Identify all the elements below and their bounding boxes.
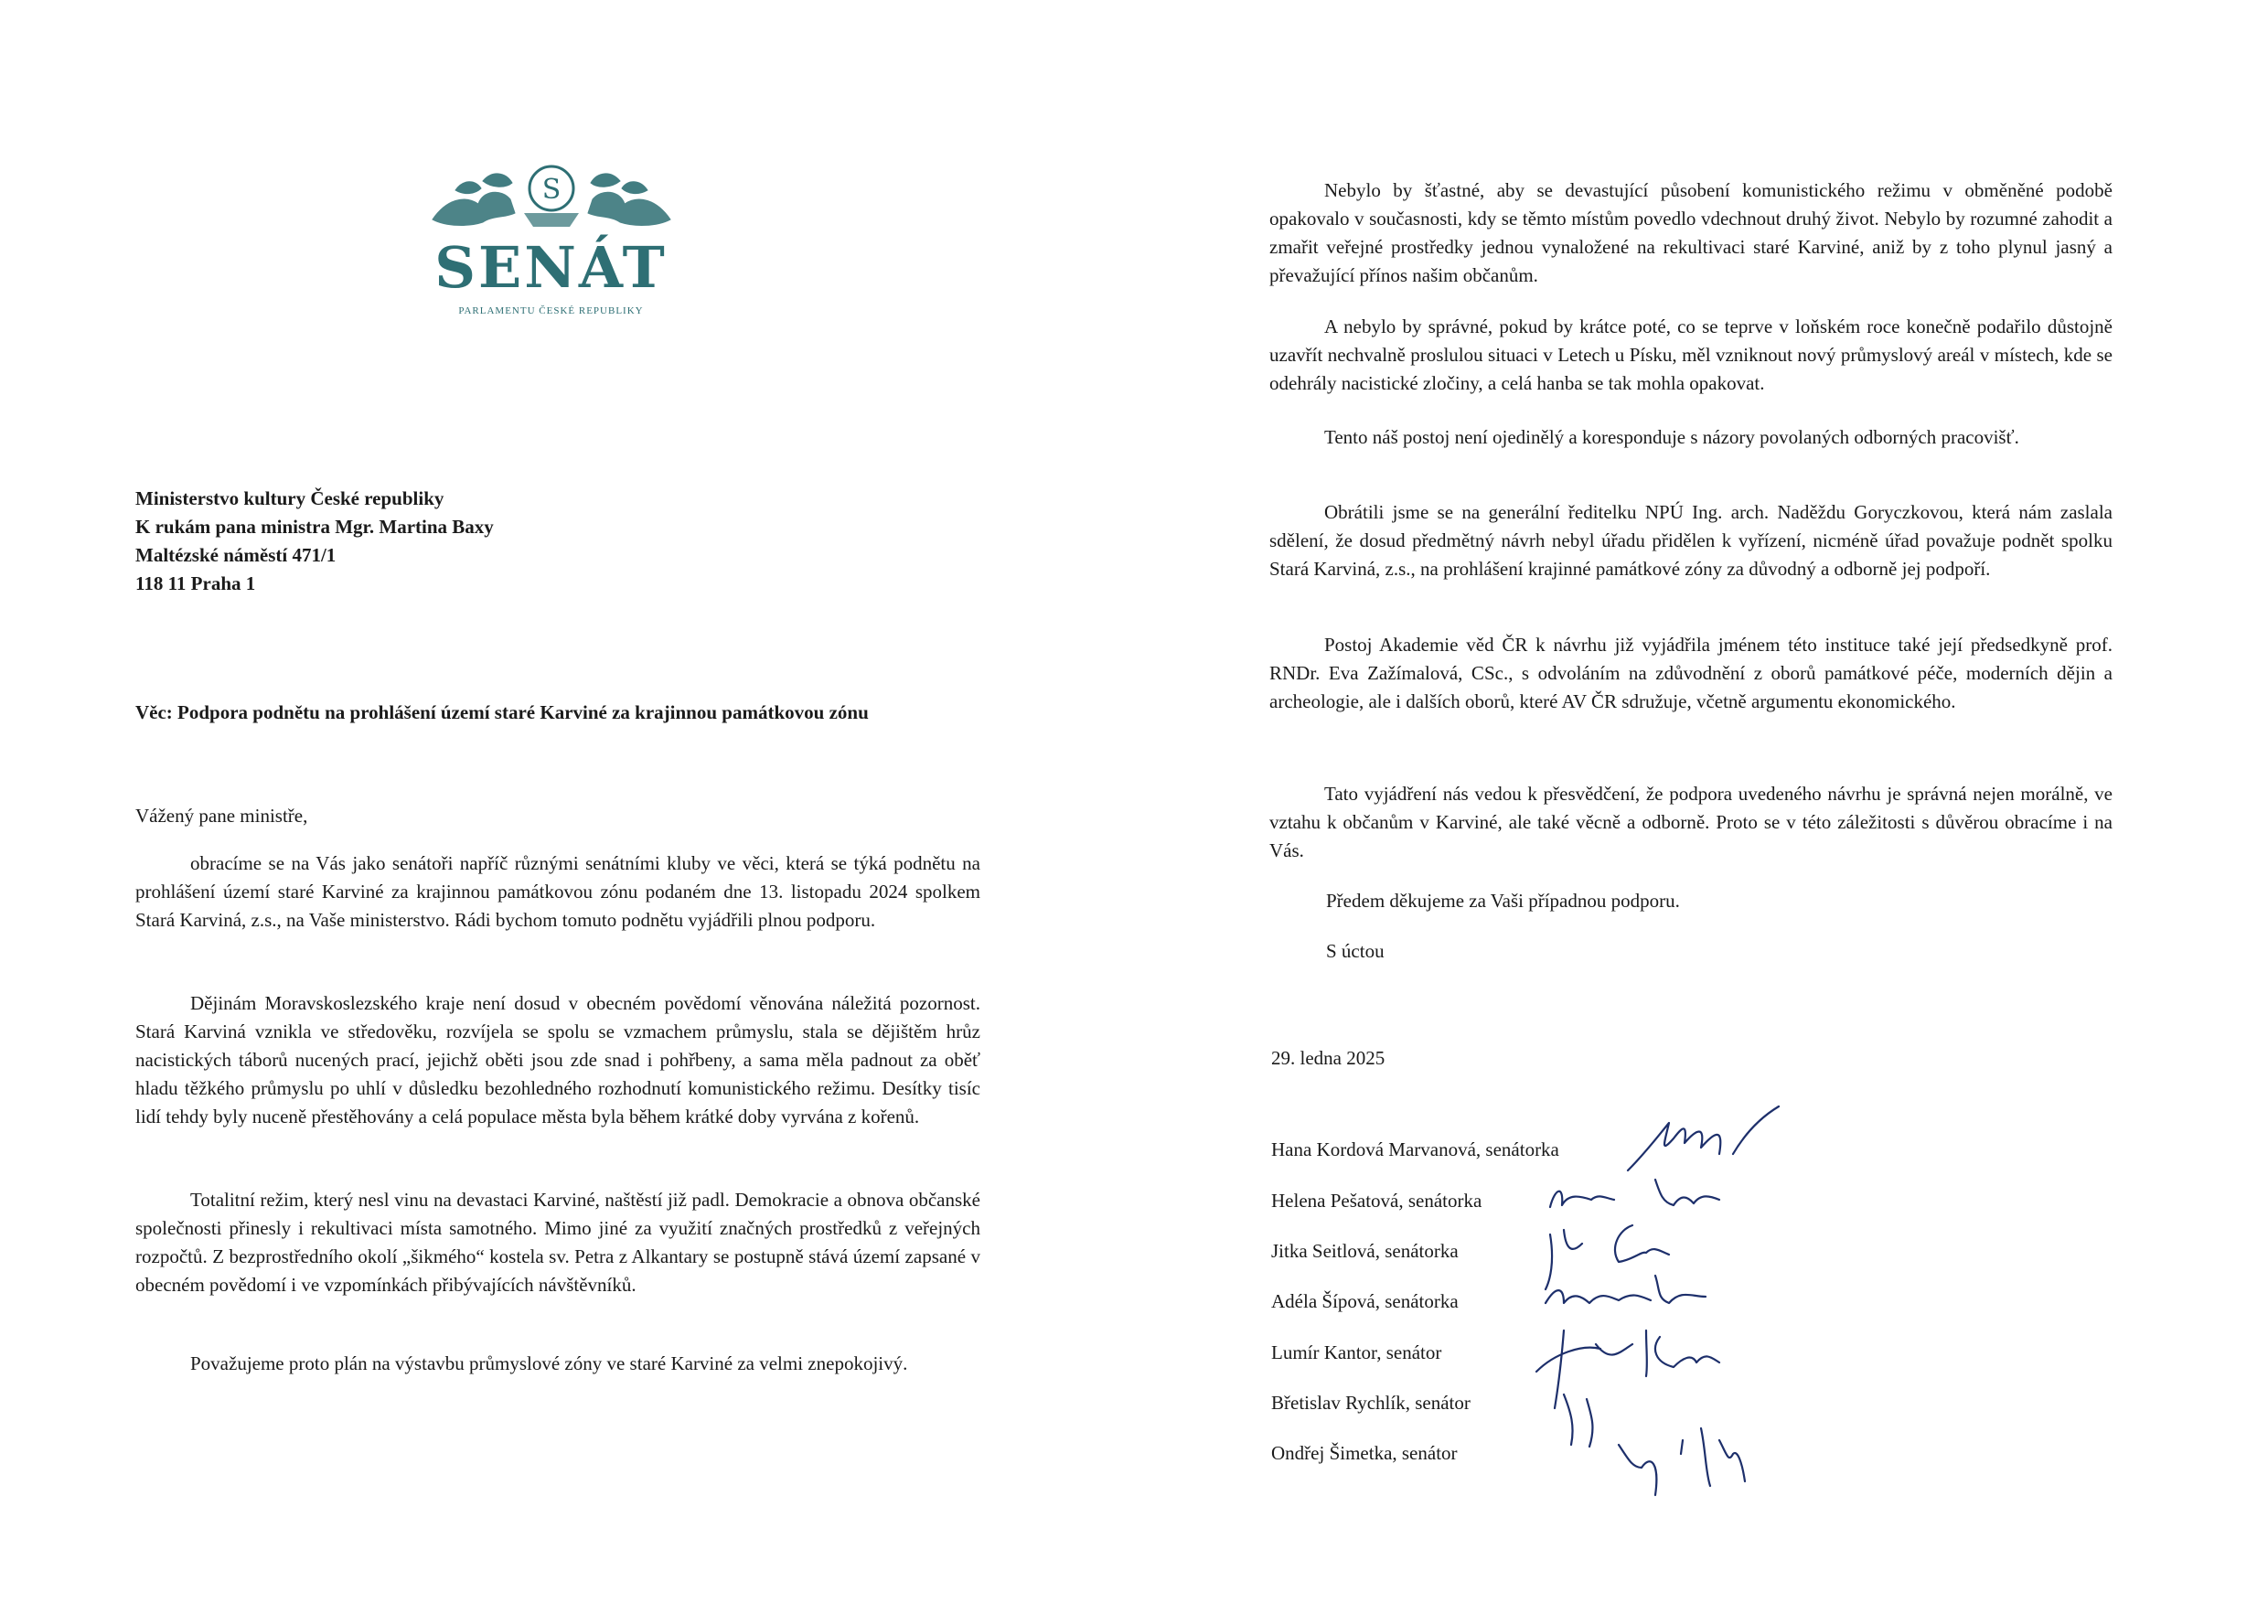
- signer-name: Adéla Šípová, senátorka: [1271, 1290, 1459, 1312]
- thanks-line: Předem děkujeme za Vaši případnou podporu.: [1326, 890, 1680, 912]
- recipient-line: Ministerstvo kultury České republiky: [135, 487, 444, 509]
- signature-pesatova: [1550, 1180, 1719, 1207]
- logo-subtitle: PARLAMENTU ČESKÉ REPUBLIKY: [458, 305, 644, 316]
- signer-name: Helena Pešatová, senátorka: [1271, 1190, 1482, 1212]
- salutation: Vážený pane ministře,: [135, 805, 308, 827]
- signer-name: Ondřej Šimetka, senátor: [1271, 1442, 1458, 1464]
- subject-line: Věc: Podpora podnětu na prohlášení území staré Karviné za krajinnou památkovou zónu: [135, 701, 869, 723]
- senate-emblem-icon: [428, 163, 675, 236]
- recipient-line: 118 11 Praha 1: [135, 572, 256, 594]
- body-paragraph: A nebylo by správné, pokud by krátce poté, co se teprve v loňském roce konečně podařilo důstojně uzavřít nechvalně proslulou situaci v Letech u Písku, měl vzniknout nový průmyslový areál v místech, kde se odehrály nacistické zločiny, a celá hanba se tak mohla opakovat.: [1269, 315, 2113, 394]
- handwritten-signatures: [1134, 0, 2268, 1624]
- signature-simetka: [1619, 1428, 1745, 1495]
- signer-name: Lumír Kantor, senátor: [1271, 1341, 1442, 1363]
- signature-sipova: [1546, 1276, 1706, 1303]
- recipient-line: Maltézské náměstí 471/1: [135, 544, 337, 566]
- signer-name: Břetislav Rychlík, senátor: [1271, 1392, 1471, 1414]
- recipient-line: K rukám pana ministra Mgr. Martina Baxy: [135, 516, 494, 538]
- body-paragraph: Postoj Akademie věd ČR k návrhu již vyjádřila jménem této instituce také její předsedkyně prof. RNDr. Eva Zažímalová, CSc., s odvoláním na zdůvodnění z oborů památkové péče, moderních dějin a archeologie, ale i dalších oborů, které AV ČR sdružuje, včetně argumentu ekonomického.: [1269, 634, 2113, 712]
- emblem-letter: S: [541, 174, 561, 206]
- recipient-address: [135, 485, 494, 598]
- senate-logo: [425, 163, 677, 316]
- body-paragraph: Tento náš postoj není ojedinělý a koresponduje s názory povolaných odborných pracovišť.: [1324, 426, 2019, 448]
- body-paragraph: obracíme se na Vás jako senátoři napříč různými senátními kluby ve věci, která se týká podnětu na prohlášení území staré Karviné za krajinnou památkovou zónu podaném dne 13. listopadu 2024 spolkem Stará Karviná, z.s., na Vaše ministerstvo. Rádi bychom tomuto podnětu vyjádřili plnou podporu.: [135, 852, 980, 931]
- body-paragraph: Dějinám Moravskoslezského kraje není dosud v obecném povědomí věnována náležitá pozornost. Stará Karviná vznikla ve středověku, rozvíjela se spolu se vzmachem průmyslu, stala se dějištěm hrůz nacistických táborů nucených prací, jejichž oběti jsou zde snad i pohřbeny, a sama měla padnout za oběť hladu těžkého průmyslu po uhlí v důsledku bezohledného rozhodnutí komunistického režimu. Desítky tisíc lidí tehdy byly nuceně přestěhovány a celá populace města byla během krátké doby vyrvána z kořenů.: [135, 992, 980, 1127]
- body-paragraph: Tato vyjádření nás vedou k přesvědčení, že podpora uvedeného návrhu je správná nejen morálně, ve vztahu k občanům v Karviné, ale také věcně a odborně. Proto se v této záležitosti s důvěrou obracíme i na Vás.: [1269, 783, 2113, 861]
- body-paragraph: Považujeme proto plán na výstavbu průmyslové zóny ve staré Karviné za velmi znepokojivý.: [190, 1352, 908, 1374]
- signer-name: Hana Kordová Marvanová, senátorka: [1271, 1138, 1559, 1160]
- signer-name: Jitka Seitlová, senátorka: [1271, 1240, 1459, 1262]
- body-paragraph: Nebylo by šťastné, aby se devastující působení komunistického režimu v obměněné podobě opakovalo v současnosti, kdy se těmto místům povedlo vdechnout druhý život. Nebylo by rozumné zahodit a zmařit veřejné prostředky jednou vynaložené na rekultivaci staré Karviné, aniž by z toho plynul jasný a převažující přínos našim občanům.: [1269, 179, 2113, 286]
- letter-date: 29. ledna 2025: [1271, 1047, 1385, 1069]
- signature-rychlik: [1564, 1394, 1592, 1447]
- body-paragraph: Obrátili jsme se na generální ředitelku NPÚ Ing. arch. Naděždu Goryczkovou, která nám zaslala sdělení, že dosud předmětný návrh nebyl úřadu přidělen k vyřízení, nicméně úřad považuje podnět spolku Stará Karviná, z.s., na prohlášení krajinné památkové zóny za důvodný a odborně jej podpoří.: [1269, 501, 2113, 580]
- logo-wordmark: SENÁT: [434, 234, 668, 301]
- signature-seitlova: [1546, 1225, 1669, 1289]
- body-paragraph: Totalitní režim, který nesl vinu na devastaci Karviné, naštěstí již padl. Demokracie a obnova občanské společnosti přinesly i rekultivaci místa samotného. Mimo jiné za využití značných prostředků z veřejných rozpočtů. Z bezprostředního okolí „šikmého“ kostela sv. Petra z Alkantary se postupně stává území zapsané v obecném povědomí i ve vzpomínkách přibývajících návštěvníků.: [135, 1189, 980, 1296]
- signature-marvanova: [1628, 1106, 1779, 1170]
- closing-line: S úctou: [1326, 940, 1385, 962]
- letter-page-right: [1134, 0, 2268, 1624]
